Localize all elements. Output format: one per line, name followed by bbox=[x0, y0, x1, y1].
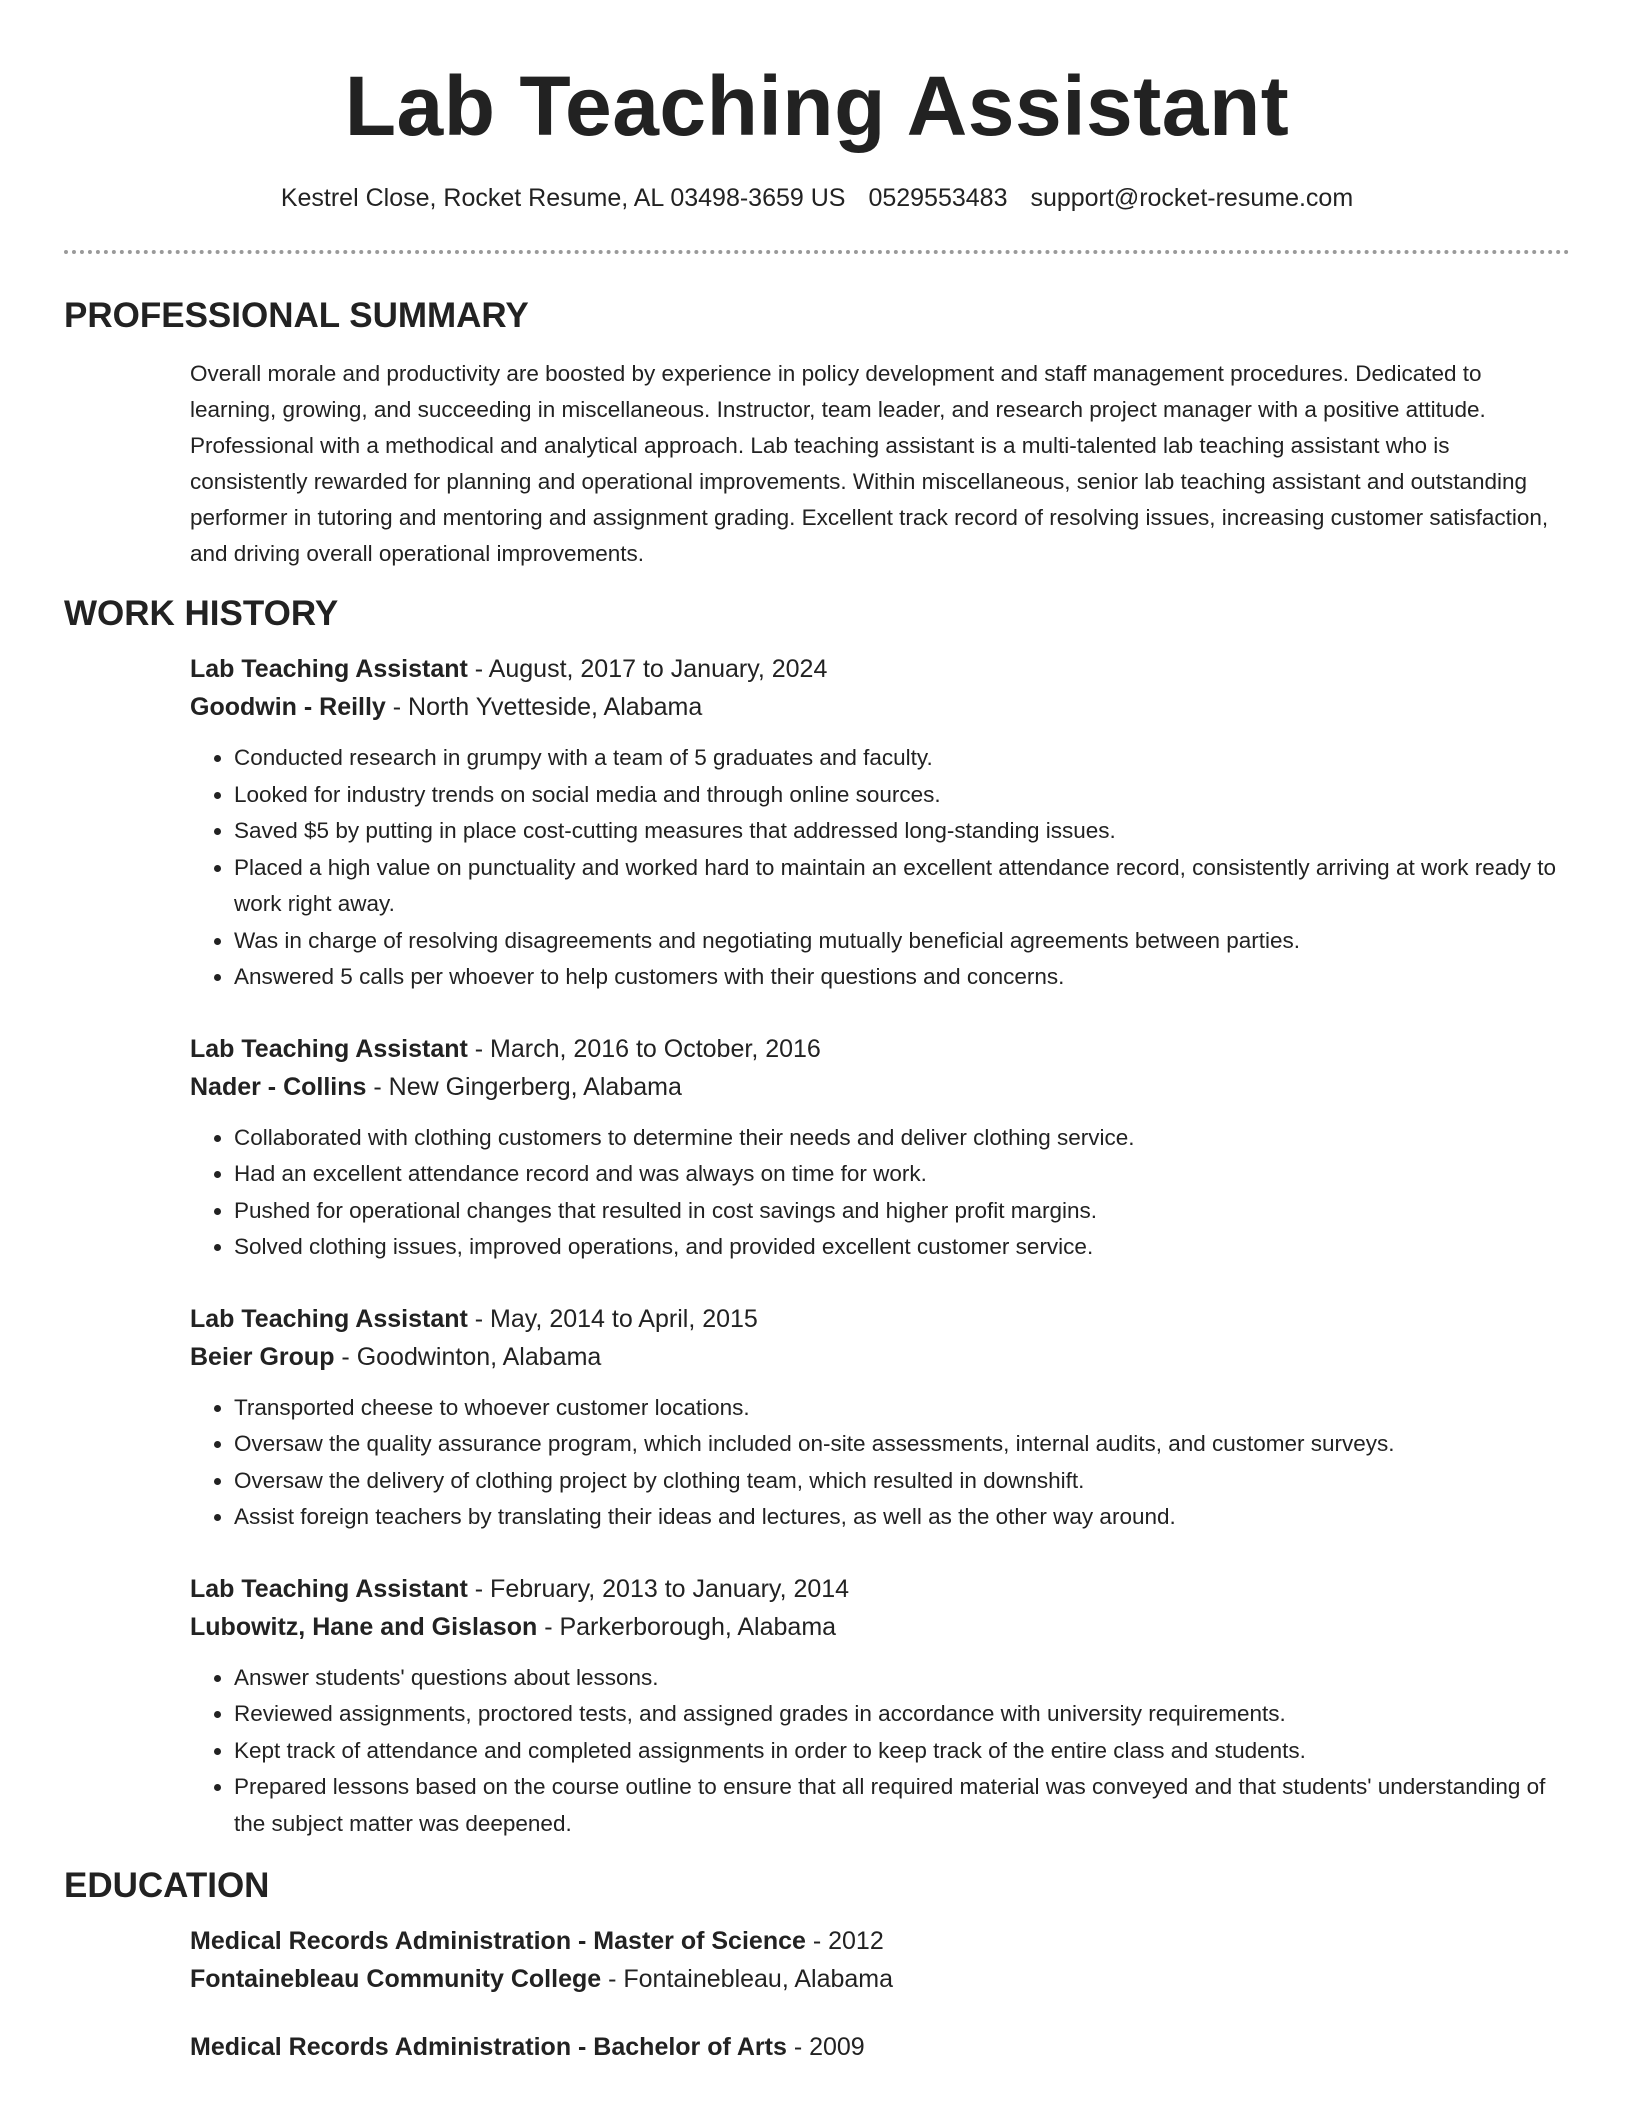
education-location: - Fontainebleau, Alabama bbox=[601, 1965, 894, 1993]
job-company: Beier Group bbox=[190, 1342, 335, 1371]
job-entry bbox=[190, 1030, 1570, 1266]
job-company-line bbox=[190, 1068, 1570, 1106]
job-title-line bbox=[190, 1030, 1570, 1068]
job-bullet: • Had an excellent attendance record and was always on time for work. bbox=[234, 1156, 1570, 1193]
job-location: - New Gingerberg, Alabama bbox=[366, 1072, 682, 1101]
job-location: - Goodwinton, Alabama bbox=[334, 1342, 602, 1371]
education-entry bbox=[190, 1922, 1570, 1998]
job-role: Lab Teaching Assistant bbox=[190, 655, 468, 683]
education-degree-line bbox=[190, 1922, 1570, 1960]
contact-line bbox=[64, 182, 1570, 214]
job-bullet: • Pushed for operational changes that resulted in cost savings and higher profit margins. bbox=[234, 1193, 1570, 1230]
education-year: - 2009 bbox=[786, 2033, 865, 2061]
education-degree: Medical Records Administration - Bachelor of Arts bbox=[190, 2033, 787, 2061]
job-entry bbox=[190, 1570, 1570, 1843]
job-bullet: • Answer students' questions about lessons. bbox=[234, 1660, 1570, 1697]
job-dates: - February, 2013 to January, 2014 bbox=[467, 1574, 850, 1603]
job-title-line bbox=[190, 1300, 1570, 1338]
job-bullet: • Placed a high value on punctuality and worked hard to maintain an excellent attendance record, consistently arriving at work ready to work right away. bbox=[234, 850, 1570, 923]
job-location: - North Yvetteside, Alabama bbox=[385, 693, 703, 721]
job-dates: - August, 2017 to January, 2024 bbox=[467, 655, 828, 683]
contact-phone: 0529553483 bbox=[868, 184, 1008, 212]
job-entry bbox=[190, 1300, 1570, 1536]
education-degree: Medical Records Administration - Master of Science bbox=[190, 1927, 806, 1955]
education-degree-line bbox=[190, 2028, 1570, 2066]
job-dates: - March, 2016 to October, 2016 bbox=[467, 1034, 821, 1063]
job-company: Lubowitz, Hane and Gislason bbox=[190, 1612, 538, 1641]
job-role: Lab Teaching Assistant bbox=[190, 1304, 468, 1333]
job-bullets bbox=[190, 740, 1570, 996]
summary-heading: PROFESSIONAL SUMMARY bbox=[64, 296, 529, 335]
job-bullet: • Oversaw the delivery of clothing project by clothing team, which resulted in downshift. bbox=[234, 1463, 1570, 1500]
job-bullet: • Was in charge of resolving disagreements and negotiating mutually beneficial agreements between parties. bbox=[234, 923, 1570, 960]
job-role: Lab Teaching Assistant bbox=[190, 1034, 468, 1063]
summary-text: Overall morale and productivity are boosted by experience in policy development and staff management procedures. Dedicated to learning, growing, and succeeding in miscellaneous. Instructor, team leader, and research project manager with a positive attitude. Professional with a methodical and analytical approach. Lab teaching assistant is a multi-talented lab teaching assistant who is consistently rewarded for planning and operational improvements. Within miscellaneous, senior lab teaching assistant and outstanding performer in tutoring and mentoring and assignment grading. Excellent track record of resolving issues, increasing customer satisfaction, and driving overall operational improvements. bbox=[190, 361, 1549, 566]
job-company-line bbox=[190, 1608, 1570, 1646]
job-title-line bbox=[190, 650, 1570, 688]
education-entry bbox=[190, 2028, 1570, 2066]
job-company-line bbox=[190, 1338, 1570, 1376]
job-dates: - May, 2014 to April, 2015 bbox=[467, 1304, 758, 1333]
contact-email: support@rocket-resume.com bbox=[1030, 184, 1354, 212]
job-bullet: • Prepared lessons based on the course outline to ensure that all required material was conveyed and that students' understanding of the subject matter was deepened. bbox=[234, 1769, 1570, 1842]
header-divider bbox=[64, 250, 1570, 254]
job-bullet: • Solved clothing issues, improved operations, and provided excellent customer service. bbox=[234, 1229, 1570, 1266]
education-school: Fontainebleau Community College bbox=[190, 1965, 602, 1993]
job-bullet: • Assist foreign teachers by translating their ideas and lectures, as well as the other way around. bbox=[234, 1499, 1570, 1536]
candidate-name: Lab Teaching Assistant bbox=[344, 59, 1290, 153]
job-title-line bbox=[190, 1570, 1570, 1608]
education-heading: EDUCATION bbox=[64, 1866, 270, 1905]
education-school-line bbox=[190, 1960, 1570, 1998]
job-bullets bbox=[190, 1120, 1570, 1266]
education-list bbox=[190, 1922, 1570, 2066]
work-history-heading: WORK HISTORY bbox=[64, 594, 339, 633]
job-bullet: • Kept track of attendance and completed assignments in order to keep track of the entire class and students. bbox=[234, 1733, 1570, 1770]
job-bullets bbox=[190, 1660, 1570, 1843]
work-history-list bbox=[190, 650, 1570, 1842]
job-role: Lab Teaching Assistant bbox=[190, 1574, 468, 1603]
job-company-line bbox=[190, 688, 1570, 726]
job-bullet: • Oversaw the quality assurance program, which included on-site assessments, internal audits, and customer surveys. bbox=[234, 1426, 1570, 1463]
job-bullet: • Conducted research in grumpy with a team of 5 graduates and faculty. bbox=[234, 740, 1570, 777]
job-bullet: • Saved $5 by putting in place cost-cutting measures that addressed long-standing issues. bbox=[234, 813, 1570, 850]
job-entry bbox=[190, 650, 1570, 996]
job-company: Nader - Collins bbox=[190, 1072, 367, 1101]
job-company: Goodwin - Reilly bbox=[190, 693, 386, 721]
job-bullet: • Transported cheese to whoever customer locations. bbox=[234, 1390, 1570, 1427]
job-bullet: • Looked for industry trends on social media and through online sources. bbox=[234, 777, 1570, 814]
resume-page bbox=[64, 0, 1570, 2066]
job-bullet: • Answered 5 calls per whoever to help customers with their questions and concerns. bbox=[234, 959, 1570, 996]
contact-address: Kestrel Close, Rocket Resume, AL 03498-3659 US bbox=[280, 184, 846, 212]
job-bullet: • Reviewed assignments, proctored tests, and assigned grades in accordance with university requirements. bbox=[234, 1696, 1570, 1733]
job-bullet: • Collaborated with clothing customers to determine their needs and deliver clothing service. bbox=[234, 1120, 1570, 1157]
education-year: - 2012 bbox=[805, 1927, 884, 1955]
job-location: - Parkerborough, Alabama bbox=[537, 1612, 837, 1641]
job-bullets bbox=[190, 1390, 1570, 1536]
